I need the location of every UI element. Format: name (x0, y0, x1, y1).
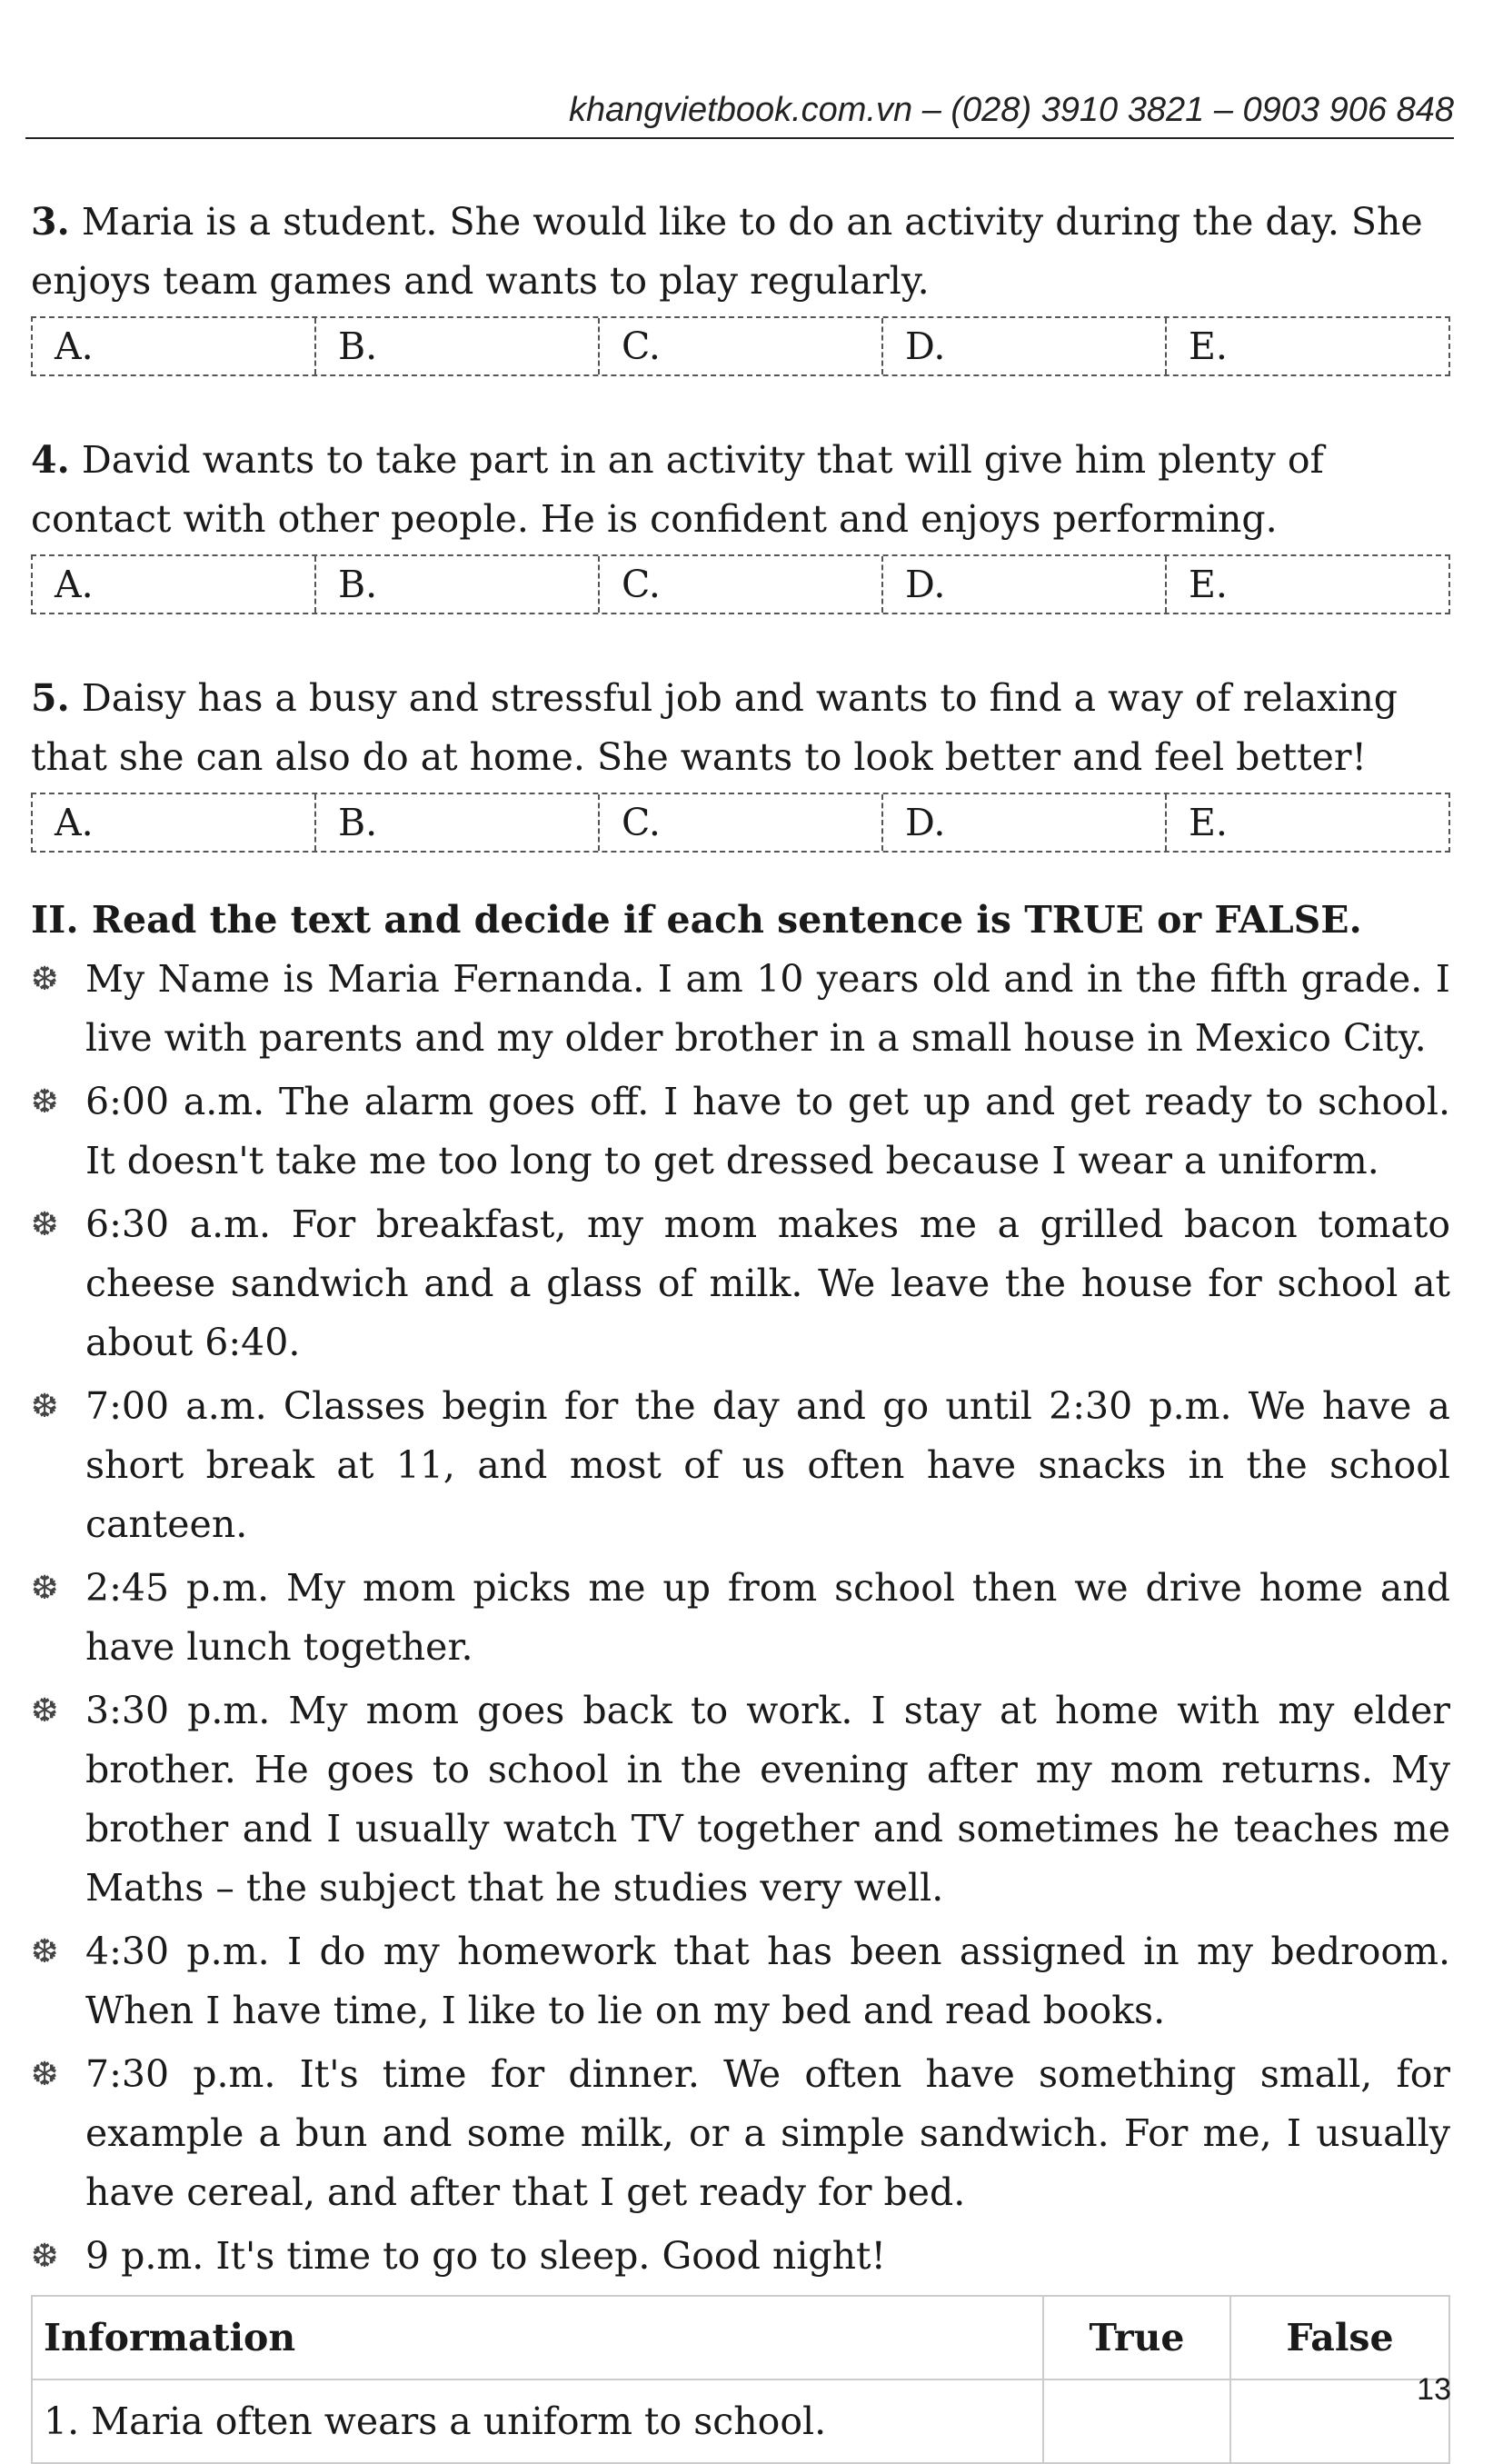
question-number: 3. (31, 200, 70, 244)
list-item: ❆ 4:30 p.m. I do my homework that has been assigned in my bedroom. When I have time, I like to lie on my bed and read books. (31, 1922, 1450, 2040)
snowflake-icon: ❆ (31, 1692, 59, 1730)
section-title: II. Read the text and decide if each sentence is TRUE or FALSE. (31, 898, 1362, 942)
list-item: ❆ 7:00 a.m. Classes begin for the day and go until 2:30 p.m. We have a short break at 11, and most of us often have snacks in the school canteen. (31, 1377, 1450, 1554)
list-item: ❆ 7:30 p.m. It's time for dinner. We often have something small, for example a bun and some milk, or a simple sandwich. For me, I usually have cereal, and after that I get ready for bed. (31, 2045, 1450, 2222)
option-b[interactable]: B. (314, 318, 598, 374)
snowflake-icon: ❆ (31, 2238, 59, 2275)
option-c[interactable]: C. (598, 318, 881, 374)
option-a[interactable]: A. (55, 324, 94, 368)
option-b[interactable]: B. (314, 556, 598, 613)
row-information: 1. Maria often wears a uniform to school. (32, 2379, 1043, 2463)
option-c[interactable]: C. (598, 794, 881, 851)
content (31, 193, 1450, 2464)
option-d[interactable]: D. (881, 794, 1165, 851)
row-true-cell[interactable] (1043, 2379, 1230, 2463)
question-text: 5. Daisy has a busy and stressful job and wants to find a way of relaxing that she can also do at home. She wants to look better and feel better! (31, 676, 1398, 779)
option-d[interactable]: D. (881, 556, 1165, 613)
list-item: ❆ 3:30 p.m. My mom goes back to work. I stay at home with my elder brother. He goes to school in the evening after my mom returns. My brother and I usually watch TV together and sometimes he teaches me Maths – the subject that he studies very well. (31, 1681, 1450, 1918)
table-header-row (32, 2296, 1449, 2379)
header-false: False (1230, 2296, 1449, 2379)
answer-options (31, 316, 1450, 376)
answer-options (31, 554, 1450, 614)
option-c[interactable]: C. (598, 556, 881, 613)
snowflake-icon: ❆ (31, 961, 59, 998)
question-3 (31, 193, 1450, 376)
question-number: 4. (31, 438, 70, 482)
option-d[interactable]: D. (881, 318, 1165, 374)
option-a[interactable]: A. (55, 801, 94, 844)
page-header: khangvietbook.com.vn – (028) 3910 3821 – 0903 906 848 (25, 91, 1454, 139)
snowflake-icon: ❆ (31, 1083, 59, 1121)
header-true: True (1043, 2296, 1230, 2379)
answer-options (31, 793, 1450, 853)
snowflake-icon: ❆ (31, 1570, 59, 1607)
option-e[interactable]: E. (1165, 556, 1448, 613)
list-item: ❆ My Name is Maria Fernanda. I am 10 years old and in the fifth grade. I live with parents and my older brother in a small house in Mexico City. (31, 950, 1450, 1068)
option-e[interactable]: E. (1165, 794, 1448, 851)
question-5 (31, 669, 1450, 853)
snowflake-icon: ❆ (31, 1388, 59, 1425)
snowflake-icon: ❆ (31, 1206, 59, 1243)
page-number: 13 (1417, 2372, 1451, 2407)
snowflake-icon: ❆ (31, 2056, 59, 2093)
snowflake-icon: ❆ (31, 1933, 59, 1970)
list-item: ❆ 2:45 p.m. My mom picks me up from school then we drive home and have lunch together. (31, 1559, 1450, 1677)
question-4 (31, 431, 1450, 614)
header-information: Information (32, 2296, 1043, 2379)
option-b[interactable]: B. (314, 794, 598, 851)
question-number: 5. (31, 676, 70, 720)
question-text: 3. Maria is a student. She would like to do an activity during the day. She enjoys team games and wants to play regularly. (31, 200, 1423, 303)
list-item: ❆ 9 p.m. It's time to go to sleep. Good night! (31, 2227, 1450, 2286)
reading-text (31, 950, 1450, 2286)
list-item: ❆ 6:30 a.m. For breakfast, my mom makes me a grilled bacon tomato cheese sandwich and a glass of milk. We leave the house for school at about 6:40. (31, 1195, 1450, 1372)
table-row (32, 2379, 1449, 2463)
question-text: 4. David wants to take part in an activity that will give him plenty of contact with other people. He is confident and enjoys performing. (31, 438, 1324, 541)
true-false-table (31, 2295, 1450, 2464)
option-a[interactable]: A. (55, 563, 94, 606)
list-item: ❆ 6:00 a.m. The alarm goes off. I have to get up and get ready to school. It doesn't take me too long to get dressed because I wear a uniform. (31, 1072, 1450, 1191)
option-e[interactable]: E. (1165, 318, 1448, 374)
